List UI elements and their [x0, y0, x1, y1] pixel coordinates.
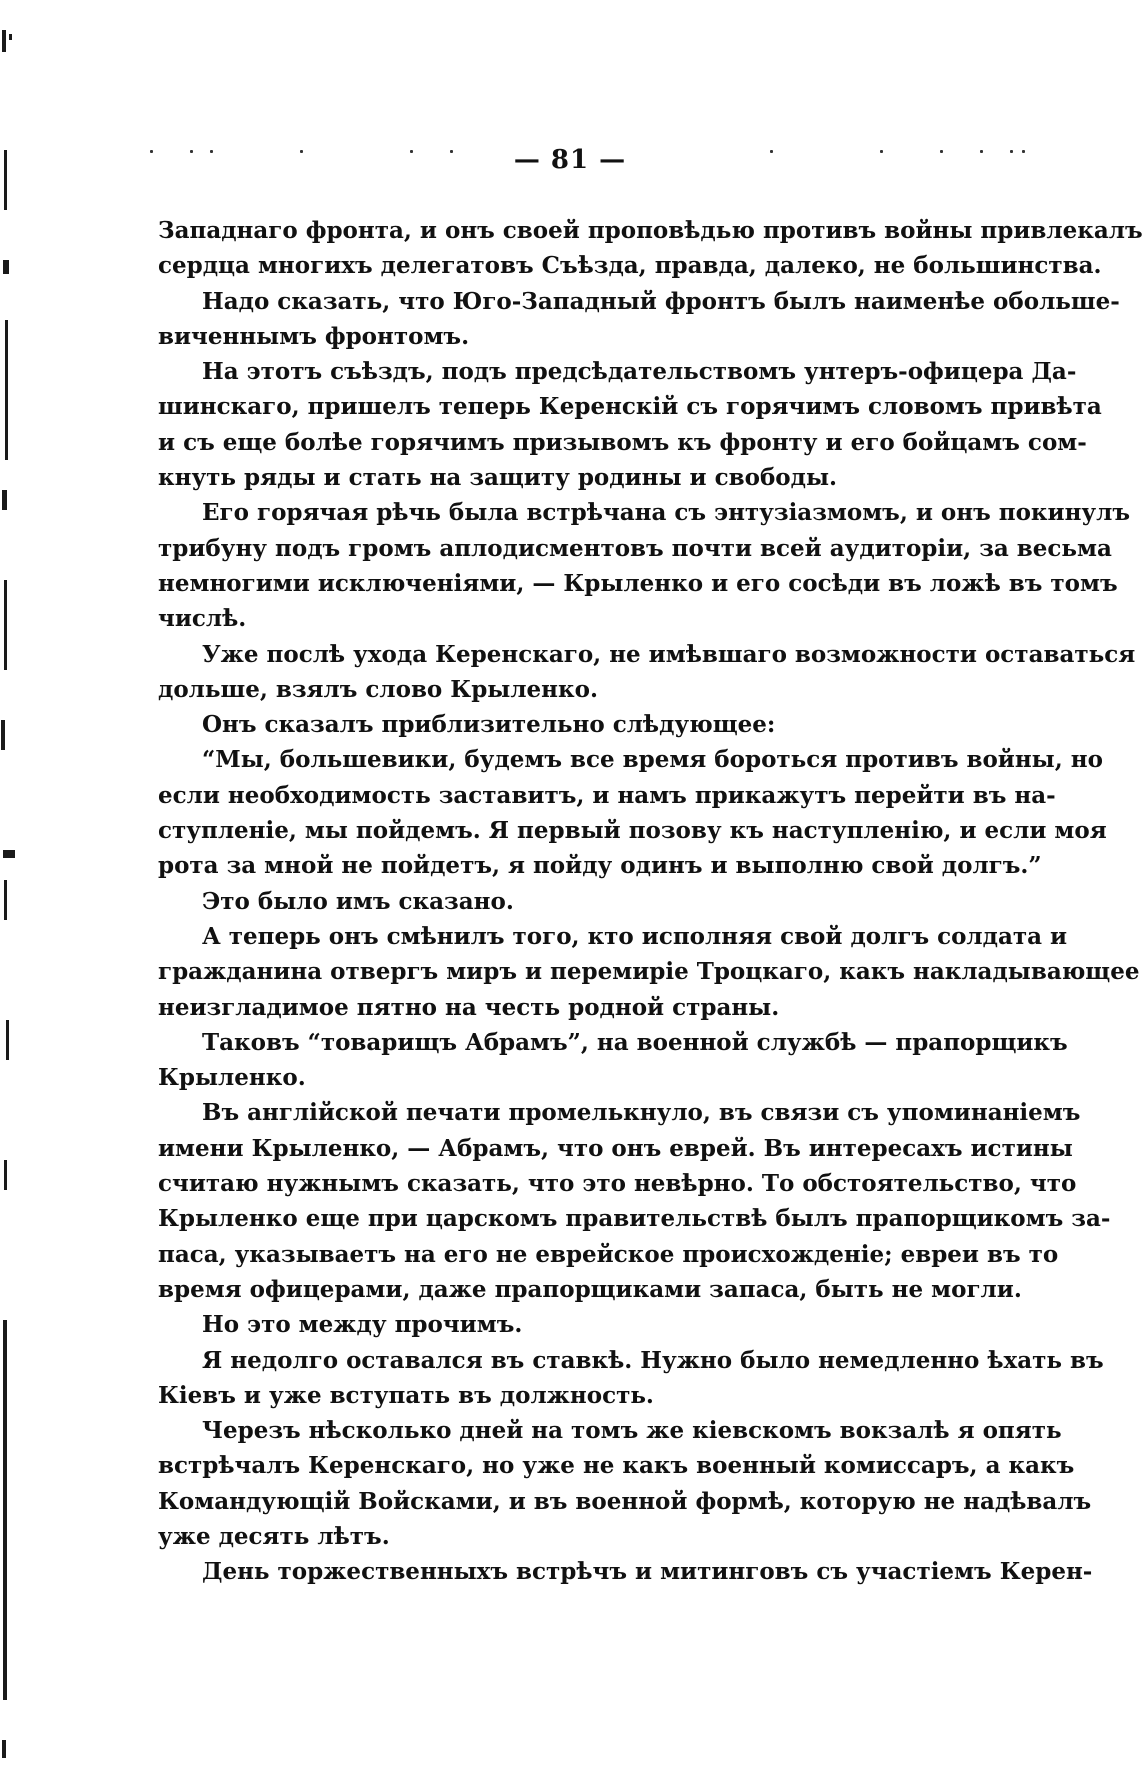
text-line: встрѣчалъ Керенскаго, но уже не какъ военный комиссаръ, а какъ — [158, 1452, 1075, 1480]
text-line: Кіевъ и уже вступать въ должность. — [158, 1381, 654, 1409]
text-line: время офицерами, даже прапорщиками запаса, быть не могли. — [158, 1275, 1022, 1303]
text-line: паса, указываетъ на его не еврейское происхожденіе; евреи въ то — [158, 1240, 1059, 1268]
text-line: День торжественныхъ встрѣчъ и митинговъ съ участіемъ Керен- — [202, 1558, 1093, 1586]
text-line: уже десять лѣтъ. — [158, 1522, 390, 1550]
scan-edge-marks — [0, 20, 16, 1770]
text-line: Въ англійской печати промелькнуло, въ связи съ упоминаніемъ — [202, 1099, 1081, 1127]
text-line: Онъ сказалъ приблизительно слѣдующее: — [202, 711, 776, 739]
text-line: Таковъ “товарищъ Абрамъ”, на военной службѣ — прапорщикъ — [202, 1028, 1068, 1056]
text-line: ступленіе, мы пойдемъ. Я первый позову къ наступленію, и если моя — [158, 817, 1107, 845]
text-line: Я недолго оставался въ ставкѣ. Нужно было немедленно ѣхать въ — [202, 1346, 1104, 1374]
text-line: трибуну подъ громъ аплодисментовъ почти всей аудиторіи, за весьма — [158, 534, 1112, 562]
text-line: немногими исключеніями, — Крыленко и его сосѣди въ ложѣ въ томъ — [158, 569, 1118, 597]
text-line: Уже послѣ ухода Керенскаго, не имѣвшаго возможности оставаться — [202, 640, 1136, 668]
text-line: Крыленко еще при царскомъ правительствѣ былъ прапорщикомъ за- — [158, 1205, 1111, 1233]
text-line: считаю нужнымъ сказать, что это невѣрно. То обстоятельство, что — [158, 1170, 1077, 1198]
text-line: Надо сказать, что Юго-Западный фронтъ былъ наименѣе обольше- — [202, 287, 1120, 315]
text-line: сердца многихъ делегатовъ Съѣзда, правда, далеко, не большинства. — [158, 252, 1102, 280]
text-line: “Мы, большевики, будемъ все время бороться противъ войны, но — [202, 746, 1103, 774]
text-line: Крыленко. — [158, 1064, 306, 1092]
text-line: виченнымъ фронтомъ. — [158, 322, 470, 350]
text-line: Командующій Войсками, и въ военной формѣ, которую не надѣвалъ — [158, 1487, 1092, 1515]
text-line: гражданина отвергъ миръ и перемиріе Троцкаго, какъ накладывающее — [158, 958, 1140, 986]
text-line: Это было имъ сказано. — [202, 887, 514, 915]
text-line: Его горячая рѣчь была встрѣчана съ энтузіазмомъ, и онъ покинулъ — [202, 499, 1130, 527]
text-line: рота за мной не пойдетъ, я пойду одинъ и выполню свой долгъ.” — [158, 852, 1042, 880]
text-line: кнуть ряды и стать на защиту родины и свободы. — [158, 464, 838, 492]
text-line: Западнаго фронта, и онъ своей проповѣдью противъ войны привлекалъ — [158, 217, 1143, 244]
text-line: Но это между прочимъ. — [202, 1311, 523, 1339]
text-line: и съ еще болѣе горячимъ призывомъ къ фронту и его бойцамъ сом- — [158, 428, 1087, 456]
text-line: если необходимость заставитъ, и намъ прикажутъ перейти въ на- — [158, 781, 1056, 809]
page-number: — 81 — — [513, 145, 627, 175]
text-line: На этотъ съѣздъ, подъ предсѣдательствомъ унтеръ-офицера Да- — [202, 358, 1077, 386]
body-text — [158, 213, 1143, 1590]
text-line: Черезъ нѣсколько дней на томъ же кіевскомъ вокзалѣ я опять — [202, 1417, 1062, 1445]
text-line: А теперь онъ смѣнилъ того, кто исполняя свой долгъ солдата и — [202, 922, 1068, 950]
text-line: числѣ. — [158, 605, 247, 633]
text-line: неизгладимое пятно на честь родной страны. — [158, 993, 780, 1021]
text-line: имени Крыленко, — Абрамъ, что онъ еврей. Въ интересахъ истины — [158, 1134, 1073, 1162]
text-line: шинскаго, пришелъ теперь Керенскій съ горячимъ словомъ привѣта — [158, 393, 1102, 421]
text-line: дольше, взялъ слово Крыленко. — [158, 675, 598, 703]
